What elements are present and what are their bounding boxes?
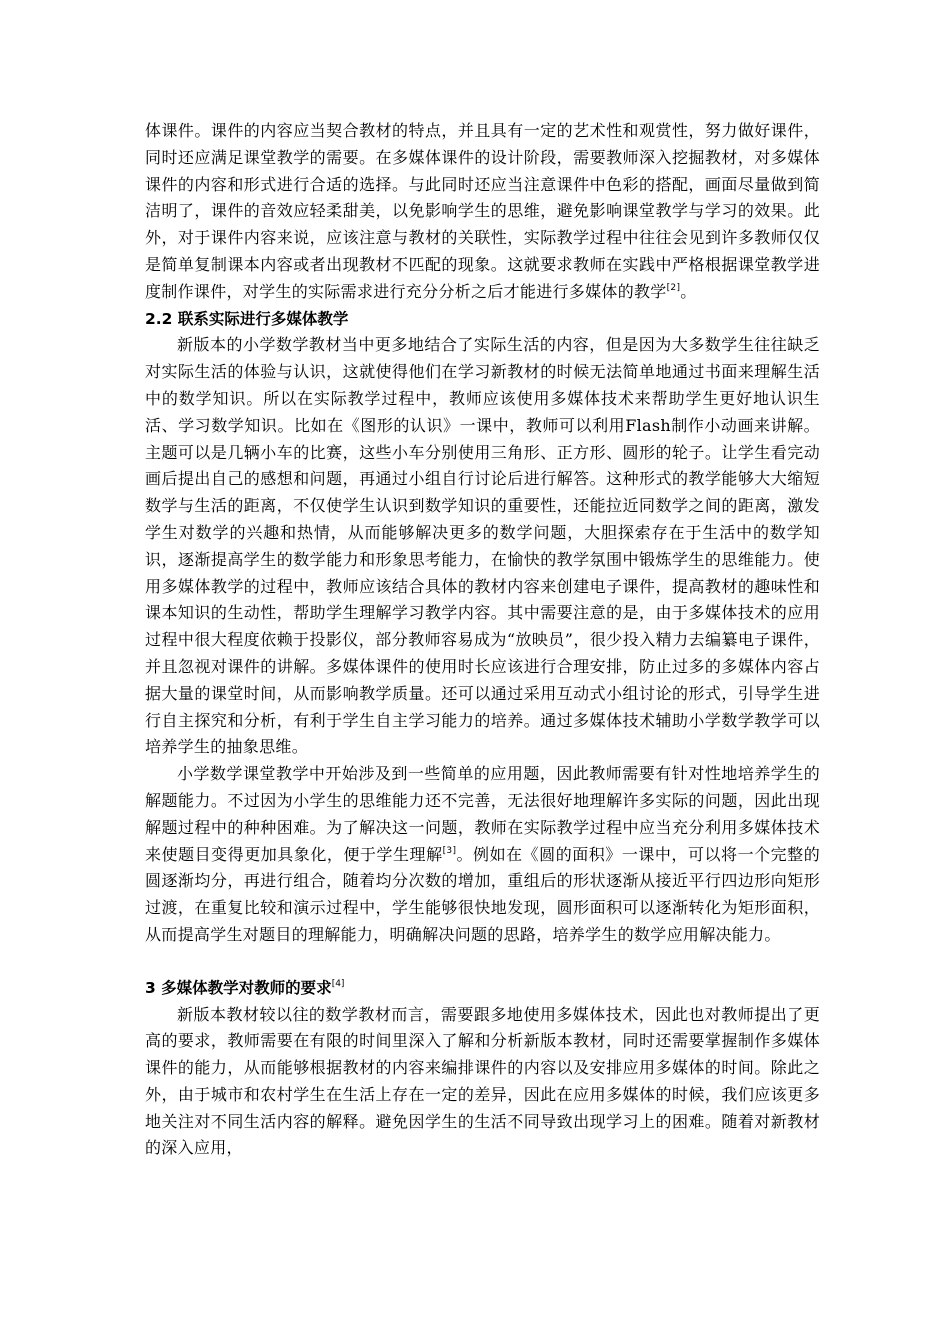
- section-heading-2-2: 2.2 联系实际进行多媒体教学: [145, 309, 349, 328]
- heading-text: 3 多媒体教学对教师的要求: [145, 978, 332, 997]
- paragraph-text: 体课件。课件的内容应当契合教材的特点，并且具有一定的艺术性和观赏性，努力做好课件，同时还应满足课堂教学的需要。在多媒体课件的设计阶段，需要教师深入挖掘教材，对多媒体课件的内容和形式进行合适的选择。与此同时还应当注意课件中色彩的搭配，画面尽量做到简洁明了，课件的音效应轻柔甜美，以免影响学生的思维，避免影响课堂教学与学习的效果。此外，对于课件内容来说，应该注意与教材的关联性，实际教学过程中往往会见到许多教师仅仅是简单复制课本内容或者出现教材不匹配的现象。这就要求教师在实践中严格根据课堂教学进度制作课件，对学生的实际需求进行充分分析之后才能进行多媒体的教学: [145, 121, 820, 301]
- section-heading-3: [145, 975, 820, 1002]
- paragraph-text-continued: 。例如在《圆的面积》一课中，可以将一个完整的圆逐渐均分，再进行组合，随着均分次数的增加，重组后的形状逐渐从接近平行四边形向矩形过渡，在重复比较和演示过程中，学生能够很快地发现，圆形面积可以逐渐转化为矩形面积，从而提高学生对题目的理解能力，明确解决问题的思路，培养学生的数学应用解决能力。: [145, 844, 820, 944]
- paragraph-real-life-teaching: 新版本的小学数学教材当中更多地结合了实际生活的内容，但是因为大多数学生往往缺乏对实际生活的体验与认识，这就使得他们在学习新教材的时候无法简单地通过书面来理解生活中的数学知识。所以在实际教学过程中，教师应该使用多媒体技术来帮助学生更好地认识生活、学习数学知识。比如在《图形的认识》一课中，教师可以利用Flash制作小动画来讲解。主题可以是几辆小车的比赛，这些小车分别使用三角形、正方形、圆形的轮子。让学生看完动画后提出自己的感想和问题，再通过小组自行讨论后进行解答。这种形式的教学能够大大缩短数学与生活的距离，不仅使学生认识到数学知识的重要性，还能拉近同数学之间的距离，激发学生对数学的兴趣和热情，从而能够解决更多的数学问题，大胆探索存在于生活中的数学知识，逐渐提高学生的数学能力和形象思考能力，在愉快的教学氛围中锻炼学生的思维能力。使用多媒体教学的过程中，教师应该结合具体的教材内容来创建电子课件，提高教材的趣味性和课本知识的生动性，帮助学生理解学习教学内容。其中需要注意的是，由于多媒体技术的应用过程中很大程度依赖于投影仪，部分教师容易成为“放映员”，很少投入精力去编纂电子课件，并且忽视对课件的讲解。多媒体课件的使用时长应该进行合理安排，防止过多的多媒体内容占据大量的课堂时间，从而影响教学质量。还可以通过采用互动式小组讨论的形式，引导学生进行自主探究和分析，有利于学生自主学习能力的培养。通过多媒体技术辅助小学数学教学可以培养学生的抽象思维。: [145, 335, 820, 757]
- document-page: [145, 118, 820, 1162]
- paragraph-teacher-requirements: 新版本教材较以往的数学教材而言，需要跟多地使用多媒体技术，因此也对教师提出了更高的要求，教师需要在有限的时间里深入了解和分析新版本教材，同时还需要掌握制作多媒体课件的能力，从而能够根据教材的内容来编排课件的内容以及安排应用多媒体的时间。除此之外，由于城市和农村学生在生活上存在一定的差异，因此在应用多媒体的时候，我们应该更多地关注对不同生活内容的解释。避免因学生的生活不同导致出现学习上的困难。随着对新教材的深入应用，: [145, 1004, 820, 1158]
- paragraph-courseware-design: [145, 118, 820, 306]
- paragraph-end: 。: [680, 281, 697, 301]
- paragraph-text: 小学数学课堂教学中开始涉及到一些简单的应用题，因此教师需要有针对性地培养学生的解题能力。不过因为小学生的思维能力还不完善，无法很好地理解许多实际的问题，因此出现解题过程中的种种困难。为了解决这一问题，教师在实际教学过程中应当充分利用多媒体技术来使题目变得更加具象化，便于学生理解: [145, 764, 820, 864]
- paragraph-word-problems: [145, 761, 820, 949]
- citation-ref: [4]: [331, 978, 345, 989]
- section-spacer: [145, 949, 820, 975]
- citation-ref: [2]: [666, 282, 681, 293]
- citation-ref: [3]: [442, 845, 457, 856]
